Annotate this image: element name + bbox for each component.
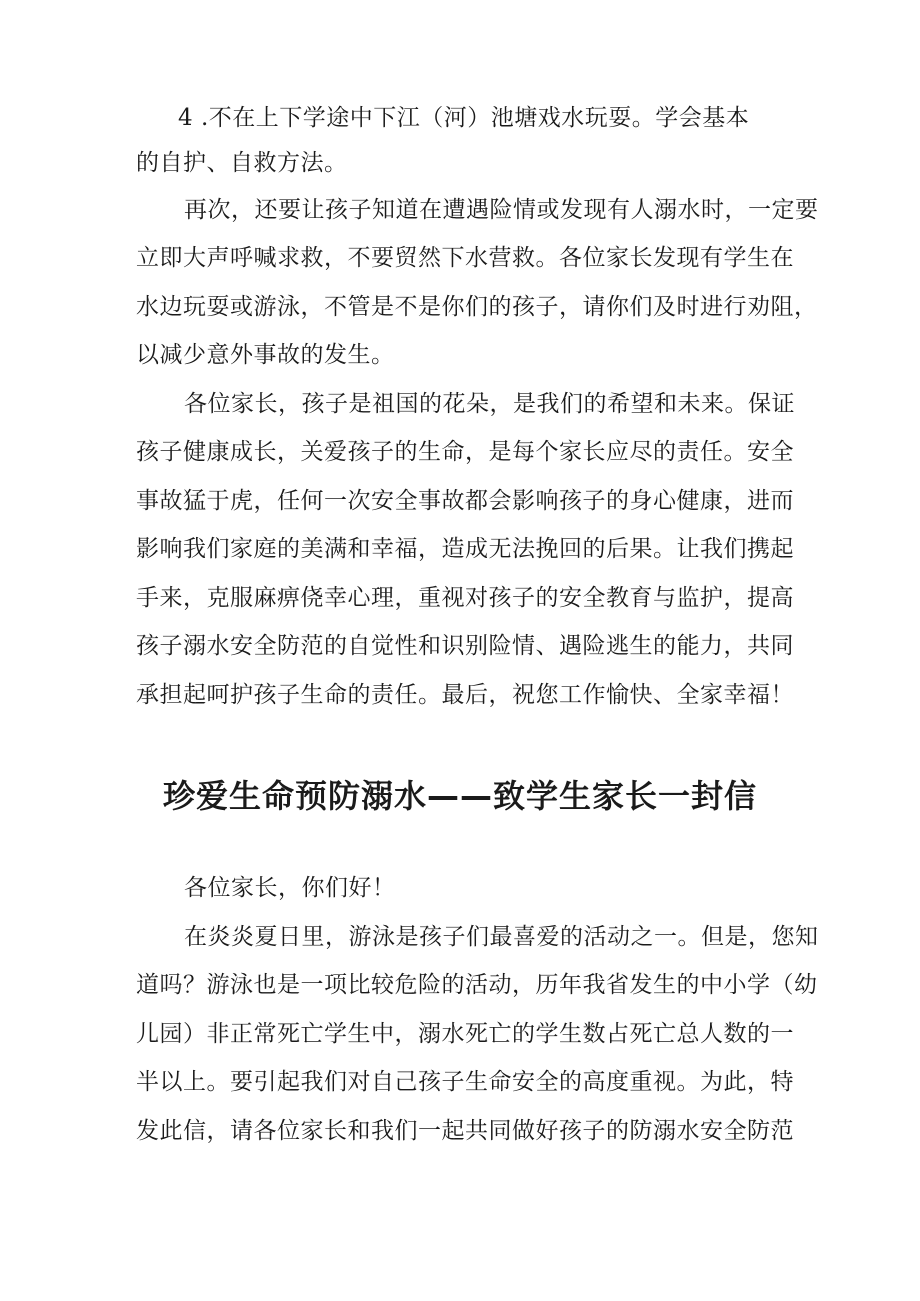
letter-title: 珍爱生命预防溺水——致学生家长一封信 (162, 777, 757, 815)
paragraph-line: 的自护、自救方法。 (136, 150, 348, 176)
paragraph-line: 半以上。要引起我们对自己孩子生命安全的高度重视。为此，特 (136, 1069, 794, 1095)
paragraph-line: 承担起呵护孩子生命的责任。最后，祝您工作愉快、全家幸福！ (136, 682, 794, 708)
paragraph-line: 4 .不在上下学途中下江（河）池塘戏水玩耍。学会基本 (178, 105, 750, 131)
paragraph-line: 在炎炎夏日里，游泳是孩子们最喜爱的活动之一。但是，您知 (184, 924, 819, 950)
paragraph-line: 儿园）非正常死亡学生中，溺水死亡的学生数占死亡总人数的一 (136, 1021, 794, 1047)
paragraph-line: 孩子健康成长，关爱孩子的生命，是每个家长应尽的责任。安全 (136, 439, 794, 465)
paragraph-line: 立即大声呼喊求救，不要贸然下水营救。各位家长发现有学生在 (136, 245, 794, 271)
letter-greeting: 各位家长，你们好！ (184, 875, 396, 901)
paragraph-line: 再次，还要让孩子知道在遭遇险情或发现有人溺水时，一定要 (184, 197, 819, 223)
paragraph-line: 发此信，请各位家长和我们一起共同做好孩子的防溺水安全防范 (136, 1118, 794, 1144)
paragraph-line: 道吗？游泳也是一项比较危险的活动，历年我省发生的中小学（幼 (136, 972, 818, 998)
paragraph-line: 孩子溺水安全防范的自觉性和识别险情、遇险逃生的能力，共同 (136, 633, 794, 659)
paragraph-line: 影响我们家庭的美满和幸福，造成无法挽回的后果。让我们携起 (136, 536, 794, 562)
paragraph-line: 水边玩耍或游泳，不管是不是你们的孩子，请你们及时进行劝阻， (136, 294, 818, 320)
paragraph-line: 手来，克服麻痹侥幸心理，重视对孩子的安全教育与监护，提高 (136, 585, 794, 611)
paragraph-line: 事故猛于虎，任何一次安全事故都会影响孩子的身心健康，进而 (136, 488, 794, 514)
paragraph-line: 以减少意外事故的发生。 (136, 342, 395, 368)
paragraph-line: 各位家长，孩子是祖国的花朵，是我们的希望和未来。保证 (184, 391, 795, 417)
